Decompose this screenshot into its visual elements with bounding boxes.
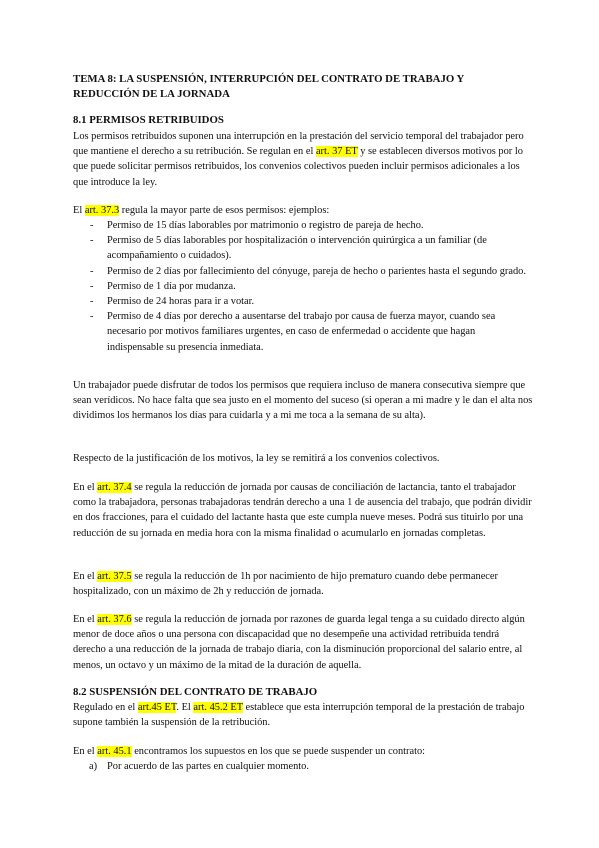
section-heading-suspension: 8.2 SUSPENSIÓN DEL CONTRATO DE TRABAJO — [73, 686, 318, 698]
list-item — [73, 279, 533, 294]
paragraph-art-37-3 — [73, 203, 533, 218]
paragraph-art-45 — [73, 700, 533, 730]
article-reference: art. 37.4 — [97, 482, 132, 493]
paragraph-justificacion: Respecto de la justificación de los motivos, la ley se remitirá a los convenios colectivos. — [73, 453, 440, 464]
text: El — [73, 205, 85, 216]
paragraph-art-37-6 — [73, 612, 533, 673]
supuestos-list — [73, 759, 533, 774]
article-reference: art. 45.1 — [97, 746, 132, 757]
list-item-text: Permiso de 4 días por derecho a ausentarse del trabajo por causa de fuerza mayor, cuando sea necesario por motivos familiares urgentes, en caso de enfermedad o accidente que hagan indispensable su presencia inmediata. — [107, 311, 496, 353]
section-heading-permisos: 8.1 PERMISOS RETRIBUIDOS — [73, 114, 224, 126]
text: establece que esta interrupción temporal de la prestación de trabajo supone también la suspensión de la retribución. — [73, 702, 525, 729]
article-reference: art. 37.3 — [84, 205, 120, 216]
dash-bullet: - — [90, 265, 94, 277]
article-reference: art.45 ET — [137, 702, 177, 713]
text: se regula la reducción de jornada por causas de conciliación de lactancia, tanto el trabajador como la trabajadora, personas trabajadoras tendrán derecho a una 1 de ausencia del trabajo, que podrán dividir en dos fracciones, para el cuidado del lactante hasta que este cumpla nueve meses. Podrá sus tituirlo por una reducción de su jornada en media hora con la misma finalidad o acumularlo en jornadas completas. — [73, 482, 532, 539]
text: En el — [73, 571, 98, 582]
text: En el — [73, 482, 98, 493]
text: Los permisos retribuidos suponen una interrupción en la prestación del servicio temporal del trabajador pero que mantiene el derecho a su retribución. Se regulan en el — [73, 131, 524, 158]
permisos-list — [73, 218, 533, 355]
list-item — [73, 264, 533, 279]
list-item-text: Permiso de 2 días por fallecimiento del cónyuge, pareja de hecho o parientes hasta el segundo grado. — [107, 265, 526, 277]
dash-bullet: - — [90, 235, 94, 247]
paragraph-consecutivos: Un trabajador puede disfrutar de todos los permisos que requiera incluso de manera consecutiva siempre que sean verídicos. No hace falta que sea justo en el momento del suceso (si operan a mi madre y le dan el alta nos dividimos los hermanos los días para cuidarla y a mi me toca a la semana de su alta). — [73, 380, 533, 422]
dash-bullet: - — [90, 296, 94, 308]
list-item — [73, 759, 533, 774]
article-reference: art. 37 ET — [315, 146, 358, 158]
text: se regula la reducción de jornada por razones de guarda legal tenga a su cuidado directo algún menor de doce años o una persona con discapacidad que no desempeñe una actividad retribuida tendrá derecho a una reducción de la jornada de trabajo diaria, con la disminución proporcional del salario entre, al menos, un octavo y un máximo de la mitad de la duración de aquella. — [73, 614, 525, 671]
list-item-text: Permiso de 15 días laborables por matrimonio o registro de pareja de hecho. — [107, 220, 424, 231]
paragraph-art-37-5 — [73, 569, 533, 599]
dash-bullet: - — [90, 311, 94, 323]
text: Regulado en el — [73, 702, 138, 713]
text: . El — [176, 702, 194, 713]
text: En el — [73, 614, 98, 625]
text: encontramos los supuestos en los que se puede suspender un contrato: — [131, 746, 426, 757]
list-item-text: Permiso de 24 horas para ir a votar. — [107, 296, 255, 308]
list-item — [73, 309, 533, 355]
document-title: TEMA 8: LA SUSPENSIÓN, INTERRUPCIÓN DEL CONTRATO DE TRABAJO Y REDUCCIÓN DE LA JORNADA — [73, 73, 464, 100]
text: En el — [73, 746, 98, 757]
list-item-text: Permiso de 1 día por mudanza. — [107, 280, 236, 292]
dash-bullet: - — [90, 220, 94, 231]
paragraph-art-45-1 — [73, 744, 533, 759]
article-reference: art. 45.2 ET — [193, 702, 243, 713]
list-item-text: Por acuerdo de las partes en cualquier momento. — [107, 761, 309, 772]
dash-bullet: - — [90, 280, 94, 292]
text: regula la mayor parte de esos permisos: ejemplos: — [119, 205, 330, 216]
paragraph-intro — [73, 129, 533, 190]
text: se regula la reducción de 1h por nacimiento de hijo prematuro cuando debe permanecer hospitalizado, con un máximo de 2h y reducción de jornada. — [73, 571, 498, 598]
article-reference: art. 37.5 — [97, 571, 132, 582]
list-item — [73, 218, 533, 233]
paragraph-art-37-4 — [73, 480, 533, 541]
text: y se establecen diversos motivos por lo que puede solicitar permisos retribuidos, los convenios colectivos pueden incluir permisos adicionales a los que introduce la ley. — [73, 146, 523, 188]
list-item — [73, 294, 533, 309]
article-reference: art. 37.6 — [97, 614, 132, 625]
list-item-text: Permiso de 5 días laborables por hospitalización o intervención quirúrgica a un familiar (de acompañamiento o cuidados). — [107, 235, 487, 262]
list-item — [73, 233, 533, 263]
list-marker: a) — [89, 761, 98, 772]
